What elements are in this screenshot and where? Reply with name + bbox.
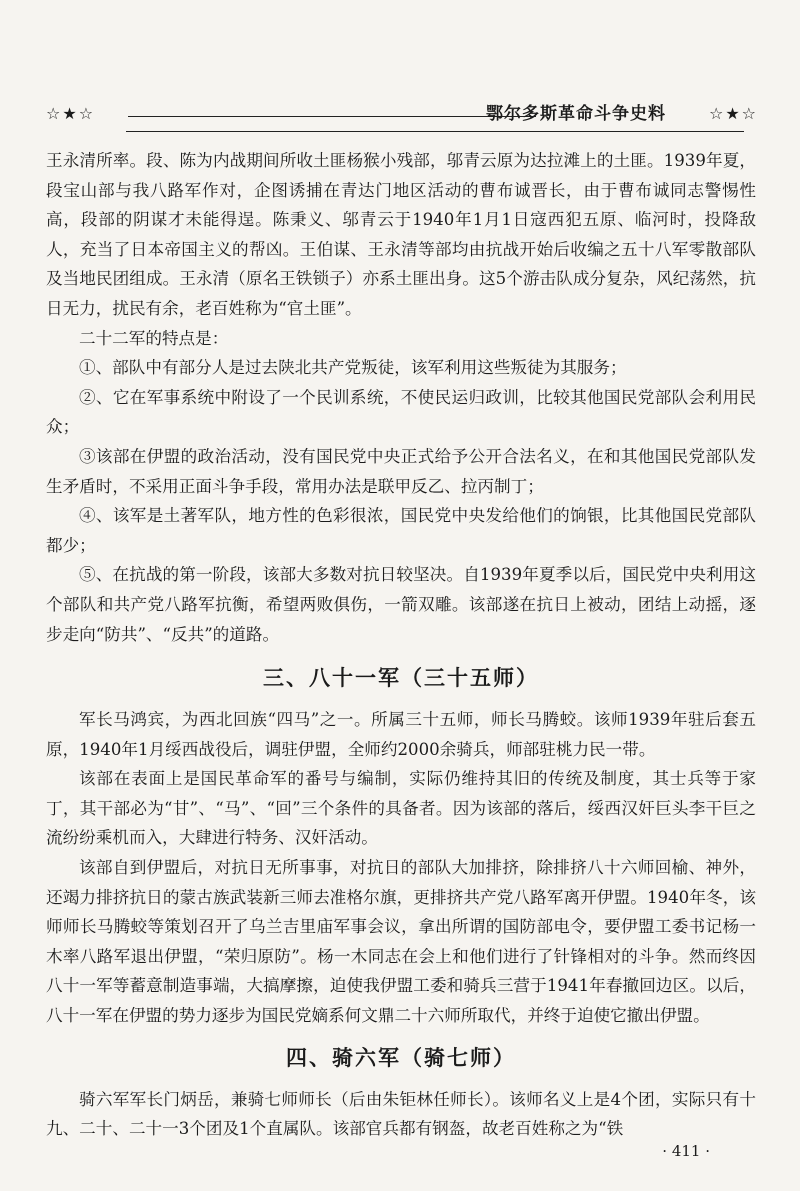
star-ornament-right: ☆★☆ xyxy=(708,104,758,123)
paragraph: ①、部队中有部分人是过去陕北共产党叛徒，该军利用这些叛徒为其服务； xyxy=(79,358,627,378)
paragraph: ③该部在伊盟的政治活动，没有国民党中央正式给予公开合法名义，在和其他国民党部队发生矛盾时，不采用正面斗争手段，常用办法是联甲反乙、拉丙制丁； xyxy=(46,446,756,496)
paragraph: 王永清所率。段、陈为内战期间所收土匪杨猴小残部，邬青云原为达拉滩上的土匪。1939年夏，段宝山部与我八路军作对，企图诱捕在青达门地区活动的曹布诚晋长，由于曹布诚同志警惕性高，段部的阴谋才未能得逞。陈秉义、邬青云于1940年1月1日寇西犯五原、临河时，投降敌人，充当了日本帝国主义的帮凶。王伯谋、王永清等部均由抗战开始后收编之五十八军零散部队及当地民团组成。王永清（原名王铁锁子）亦系土匪出身。这5个游击队成分复杂，风纪荡然，抗日无力，扰民有余，老百姓称为“官土匪”。 xyxy=(46,151,756,318)
paragraph: ②、它在军事系统中附设了一个民训系统，不使民运归政训，比较其他国民党部队会利用民众； xyxy=(46,387,756,437)
paragraph: ⑤、在抗战的第一阶段，该部大多数对抗日较坚决。自1939年夏季以后，国民党中央利用这个部队和共产党八路军抗衡，希望两败俱伤，一箭双雕。该部遂在抗日上被动，团结上动摇，逐步走向“防共”、“反共”的道路。 xyxy=(46,565,756,644)
section-heading: 四、骑六军（骑七师） xyxy=(286,1045,516,1070)
running-header-title: 鄂尔多斯革命斗争史料 xyxy=(486,104,666,124)
section-heading: 三、八十一军（三十五师） xyxy=(263,666,539,691)
paragraph: 军长马鸿宾，为西北回族“四马”之一。所属三十五师，师长马腾蛟。该师1939年驻后套五原，1940年1月绥西战役后，调驻伊盟，全师约2000余骑兵，师部驻桃力民一带。 xyxy=(46,710,756,759)
page-number: · 411 · xyxy=(662,1142,710,1160)
body-text xyxy=(46,146,756,1144)
running-header xyxy=(36,100,764,132)
header-rule xyxy=(128,116,536,117)
header-underline xyxy=(126,131,744,132)
paragraph: 该部在表面上是国民革命军的番号与编制，实际仍维持其旧的传统及制度，其士兵等于家丁，其干部必为“甘”、“马”、“回”三个条件的具备者。因为该部的落后，绥西汉奸巨头李干巨之流纷纷乘机而入，大肆进行特务、汉奸活动。 xyxy=(46,769,756,848)
paragraph: 骑六军军长门炳岳，兼骑七师师长（后由朱钜林任师长）。该师名义上是4个团，实际只有十九、二十、二十一3个团及1个直属队。该部官兵都有钢盔，故老百姓称之为“铁 xyxy=(46,1089,756,1139)
star-ornament-left: ☆★☆ xyxy=(46,104,96,123)
paragraph: ④、该军是土著军队，地方性的色彩很浓，国民党中央发给他们的饷银，比其他国民党部队都少； xyxy=(46,506,756,555)
paragraph: 二十二军的特点是： xyxy=(79,328,229,348)
paragraph: 该部自到伊盟后，对抗日无所事事，对抗日的部队大加排挤，除排挤八十六师回榆、神外，还竭力排挤抗日的蒙古族武装新三师去准格尔旗，更排挤共产党八路军离开伊盟。1940年冬，该师师长马腾蛟等策划召开了乌兰吉里庙军事会议，拿出所谓的国防部电令，要伊盟工委书记杨一木率八路军退出伊盟，“荣归原防”。杨一木同志在会上和他们进行了针锋相对的斗争。然而终因八十一军等蓄意制造事端，大搞摩擦，迫使我伊盟工委和骑兵三营于1941年春撤回边区。以后，八十一军在伊盟的势力逐步为国民党嫡系何文鼎二十六师所取代，并终于迫使它撤出伊盟。 xyxy=(46,858,756,1026)
